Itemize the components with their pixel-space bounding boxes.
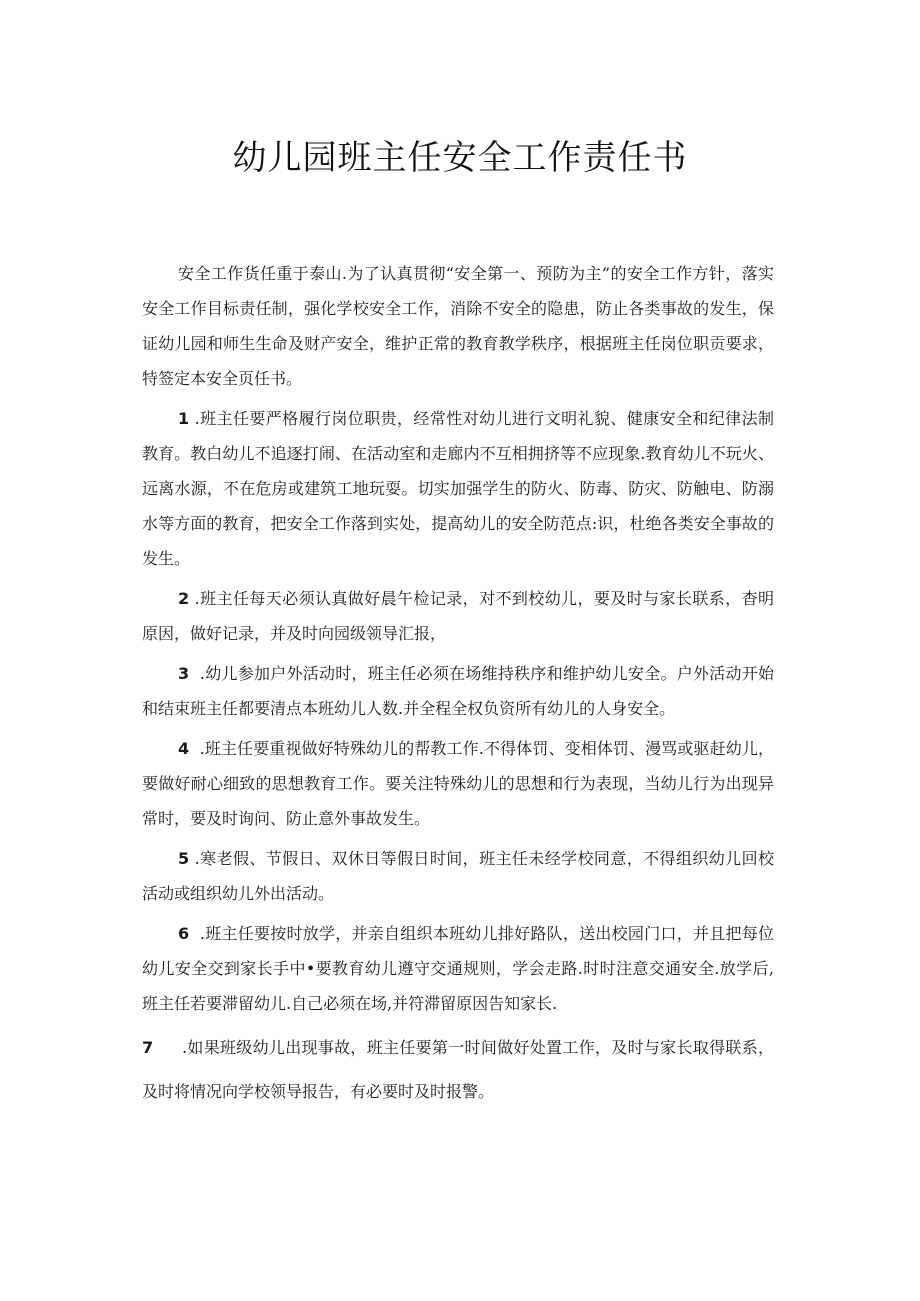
item-number: 7 bbox=[142, 1038, 154, 1057]
item-paragraph-2 bbox=[142, 581, 774, 651]
item-number: 6 bbox=[178, 924, 190, 943]
item-paragraph-3 bbox=[142, 656, 774, 726]
item-number: 1 bbox=[178, 409, 190, 428]
document-title: 幼儿园班主任安全工作责任书 bbox=[232, 138, 688, 178]
item-paragraph-6 bbox=[142, 916, 774, 1021]
item-number: 3 bbox=[178, 664, 190, 683]
item-paragraph-4 bbox=[142, 731, 774, 836]
item-paragraph-5 bbox=[142, 841, 774, 911]
item-text: .班主任要严格履行岗位职贵，经常性对幼儿进行文明礼貌、健康安全和纪律法制教育。教白幼儿不追逐打闹、在活动室和走廊内不互相拥挤等不应现象.教育幼儿不玩火、远离水源，不在危房或建筑工地玩耍。切实加强学生的防火、防毒、防灾、防触电、防溺水等方面的教育，把安全工作落到实处，提高幼儿的安全防范点:识，杜绝各类安全事故的发生。 bbox=[142, 409, 774, 568]
item-number: 4 bbox=[178, 739, 190, 758]
item-text: .如果班级幼儿出现事故，班主任要第一时间做好处置工作，及时与家长取得联系，及时将情况向学校领导报告，有必要时及时报警。 bbox=[142, 1038, 774, 1101]
item-text: .幼儿参加户外活动时，班主任必须在场维持秩序和维护幼儿安全。户外活动开始和结束班主任都要清点本班幼儿人数.并全程全权负资所有幼儿的人身安全。 bbox=[142, 664, 775, 718]
item-paragraph-1 bbox=[142, 401, 774, 576]
item-paragraph-7 bbox=[142, 1026, 774, 1114]
item-text: .班主任要按时放学，并亲自组织本班幼儿排好路队，送出校园门口，并且把每位幼儿安全交到家长手中•要教育幼儿遵守交通规则，学会走路.时时注意交通安全.放学后,班主任若要滞留幼儿.自己必须在场,并符滞留原因告知家长. bbox=[142, 924, 775, 1013]
intro-paragraph: 安全工作货任重于泰山.为了认真贯彻“安全第一、预防为主”的安全工作方针，落实安全工作目标责任制，强化学校安全工作，消除不安全的隐患，防止各类事故的发生，保证幼儿园和师生生命及财产安全，维护正常的教育教学秩序，根据班主任岗位职贡要求，特签定本安全页任书。 bbox=[142, 264, 774, 388]
item-text: .寒老假、节假日、双休日等假日时间，班主任未经学校同意，不得组织幼儿回校活动或组织幼儿外出活动。 bbox=[142, 849, 774, 903]
item-text: .班主任每天必须认真做好晨午检记录，对不到校幼儿，要及时与家长联系，杳明原因，做好记录，并及时向园级领导汇报， bbox=[142, 589, 774, 643]
item-number: 5 bbox=[178, 849, 190, 868]
item-number: 2 bbox=[178, 589, 190, 608]
item-text: .班主任要重视做好特殊幼儿的帮教工作.不得体罚、变相体罚、漫骂或驱赶幼儿，要做好耐心细致的思想教育工作。要关注特殊幼儿的思想和行为表现，当幼儿行为出现异常时，要及时询问、防止意外事故发生。 bbox=[142, 739, 774, 828]
document-body bbox=[142, 256, 774, 1119]
